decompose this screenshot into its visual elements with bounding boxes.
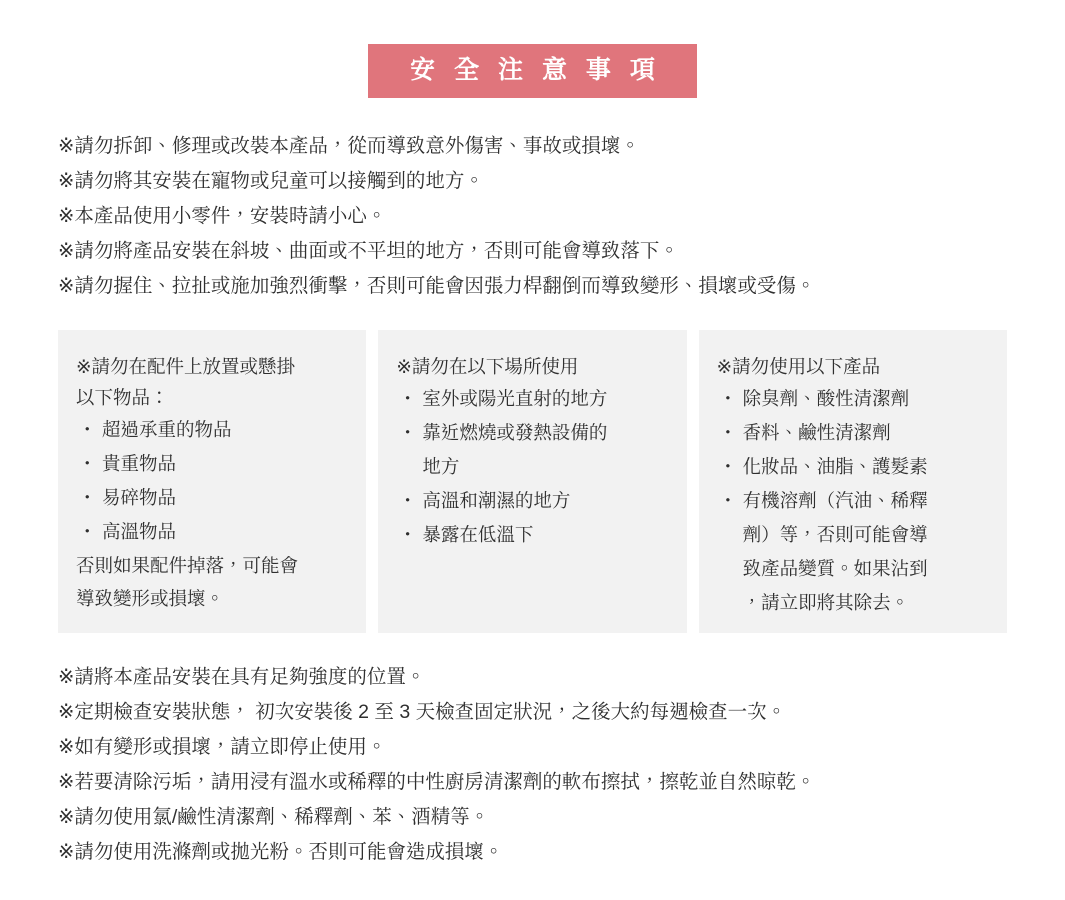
list-item: ・ 高溫物品 — [76, 515, 348, 549]
list-item: ・ 香料、鹼性清潔劑 — [717, 416, 989, 450]
column-item-list — [396, 382, 668, 552]
top-note-line: ※本產品使用小零件，安裝時請小心。 — [58, 205, 387, 227]
list-item: ・ 易碎物品 — [76, 481, 348, 515]
bottom-note-line: ※定期檢查安裝狀態， 初次安裝後 2 至 3 天檢查固定狀況，之後大約每週檢查一次。 — [58, 701, 787, 723]
warning-column-products — [687, 330, 1007, 633]
list-item: ・ 有機溶劑（汽油、稀釋 劑）等，否則可能會導 致產品變質。如果沾到 ，請立即將其除去。 — [717, 484, 989, 620]
top-note-line: ※請勿拆卸、修理或改裝本產品，從而導致意外傷害、事故或損壞。 — [58, 135, 640, 157]
top-notes-list — [58, 129, 1007, 304]
warning-column-locations — [366, 330, 686, 633]
bottom-notes-list — [58, 660, 1007, 870]
bottom-note-line: ※請勿使用洗滌劑或拋光粉。否則可能會造成損壞。 — [58, 841, 504, 863]
column-item-list — [76, 413, 348, 549]
column-item-list — [717, 382, 989, 620]
list-item: ・ 化妝品、油脂、護髮素 — [717, 450, 989, 484]
column-heading: ※請勿在以下場所使用 — [396, 356, 579, 377]
list-item: ・ 高溫和潮濕的地方 — [396, 484, 668, 518]
warning-columns — [58, 330, 1007, 633]
list-item: ・ 靠近燃燒或發熱設備的 地方 — [396, 416, 668, 484]
bottom-note-line: ※請將本產品安裝在具有足夠強度的位置。 — [58, 666, 426, 688]
column-heading: ※請勿使用以下產品 — [716, 356, 881, 377]
title-container — [58, 0, 1007, 98]
column-footer-line: 否則如果配件掉落，可能會 — [76, 555, 299, 576]
column-footer-line: 導致變形或損壞。 — [76, 588, 225, 609]
list-item: ・ 暴露在低溫下 — [396, 518, 668, 552]
top-note-line: ※請勿握住、拉扯或施加強烈衝擊，否則可能會因張力桿翻倒而導致變形、損壞或受傷。 — [58, 275, 816, 297]
column-heading: ※請勿在配件上放置或懸掛 — [76, 356, 296, 377]
list-item: ・ 貴重物品 — [76, 447, 348, 481]
bottom-note-line: ※若要清除污垢，請用浸有溫水或稀釋的中性廚房清潔劑的軟布擦拭，擦乾並自然晾乾。 — [58, 771, 816, 793]
bottom-note-line: ※如有變形或損壞，請立即停止使用。 — [58, 736, 387, 758]
top-note-line: ※請勿將產品安裝在斜坡、曲面或不平坦的地方，否則可能會導致落下。 — [58, 240, 679, 262]
list-item: ・ 超過承重的物品 — [76, 413, 348, 447]
top-note-line: ※請勿將其安裝在寵物或兒童可以接觸到的地方。 — [58, 170, 484, 192]
list-item: ・ 室外或陽光直射的地方 — [396, 382, 668, 416]
warning-column-placement — [58, 330, 366, 633]
column-subheading: 以下物品： — [76, 387, 169, 408]
list-item: ・ 除臭劑、酸性清潔劑 — [717, 382, 989, 416]
page-title: 安 全 注 意 事 項 — [368, 44, 697, 98]
bottom-note-line: ※請勿使用氯/鹼性清潔劑、稀釋劑、苯、酒精等。 — [58, 806, 490, 828]
